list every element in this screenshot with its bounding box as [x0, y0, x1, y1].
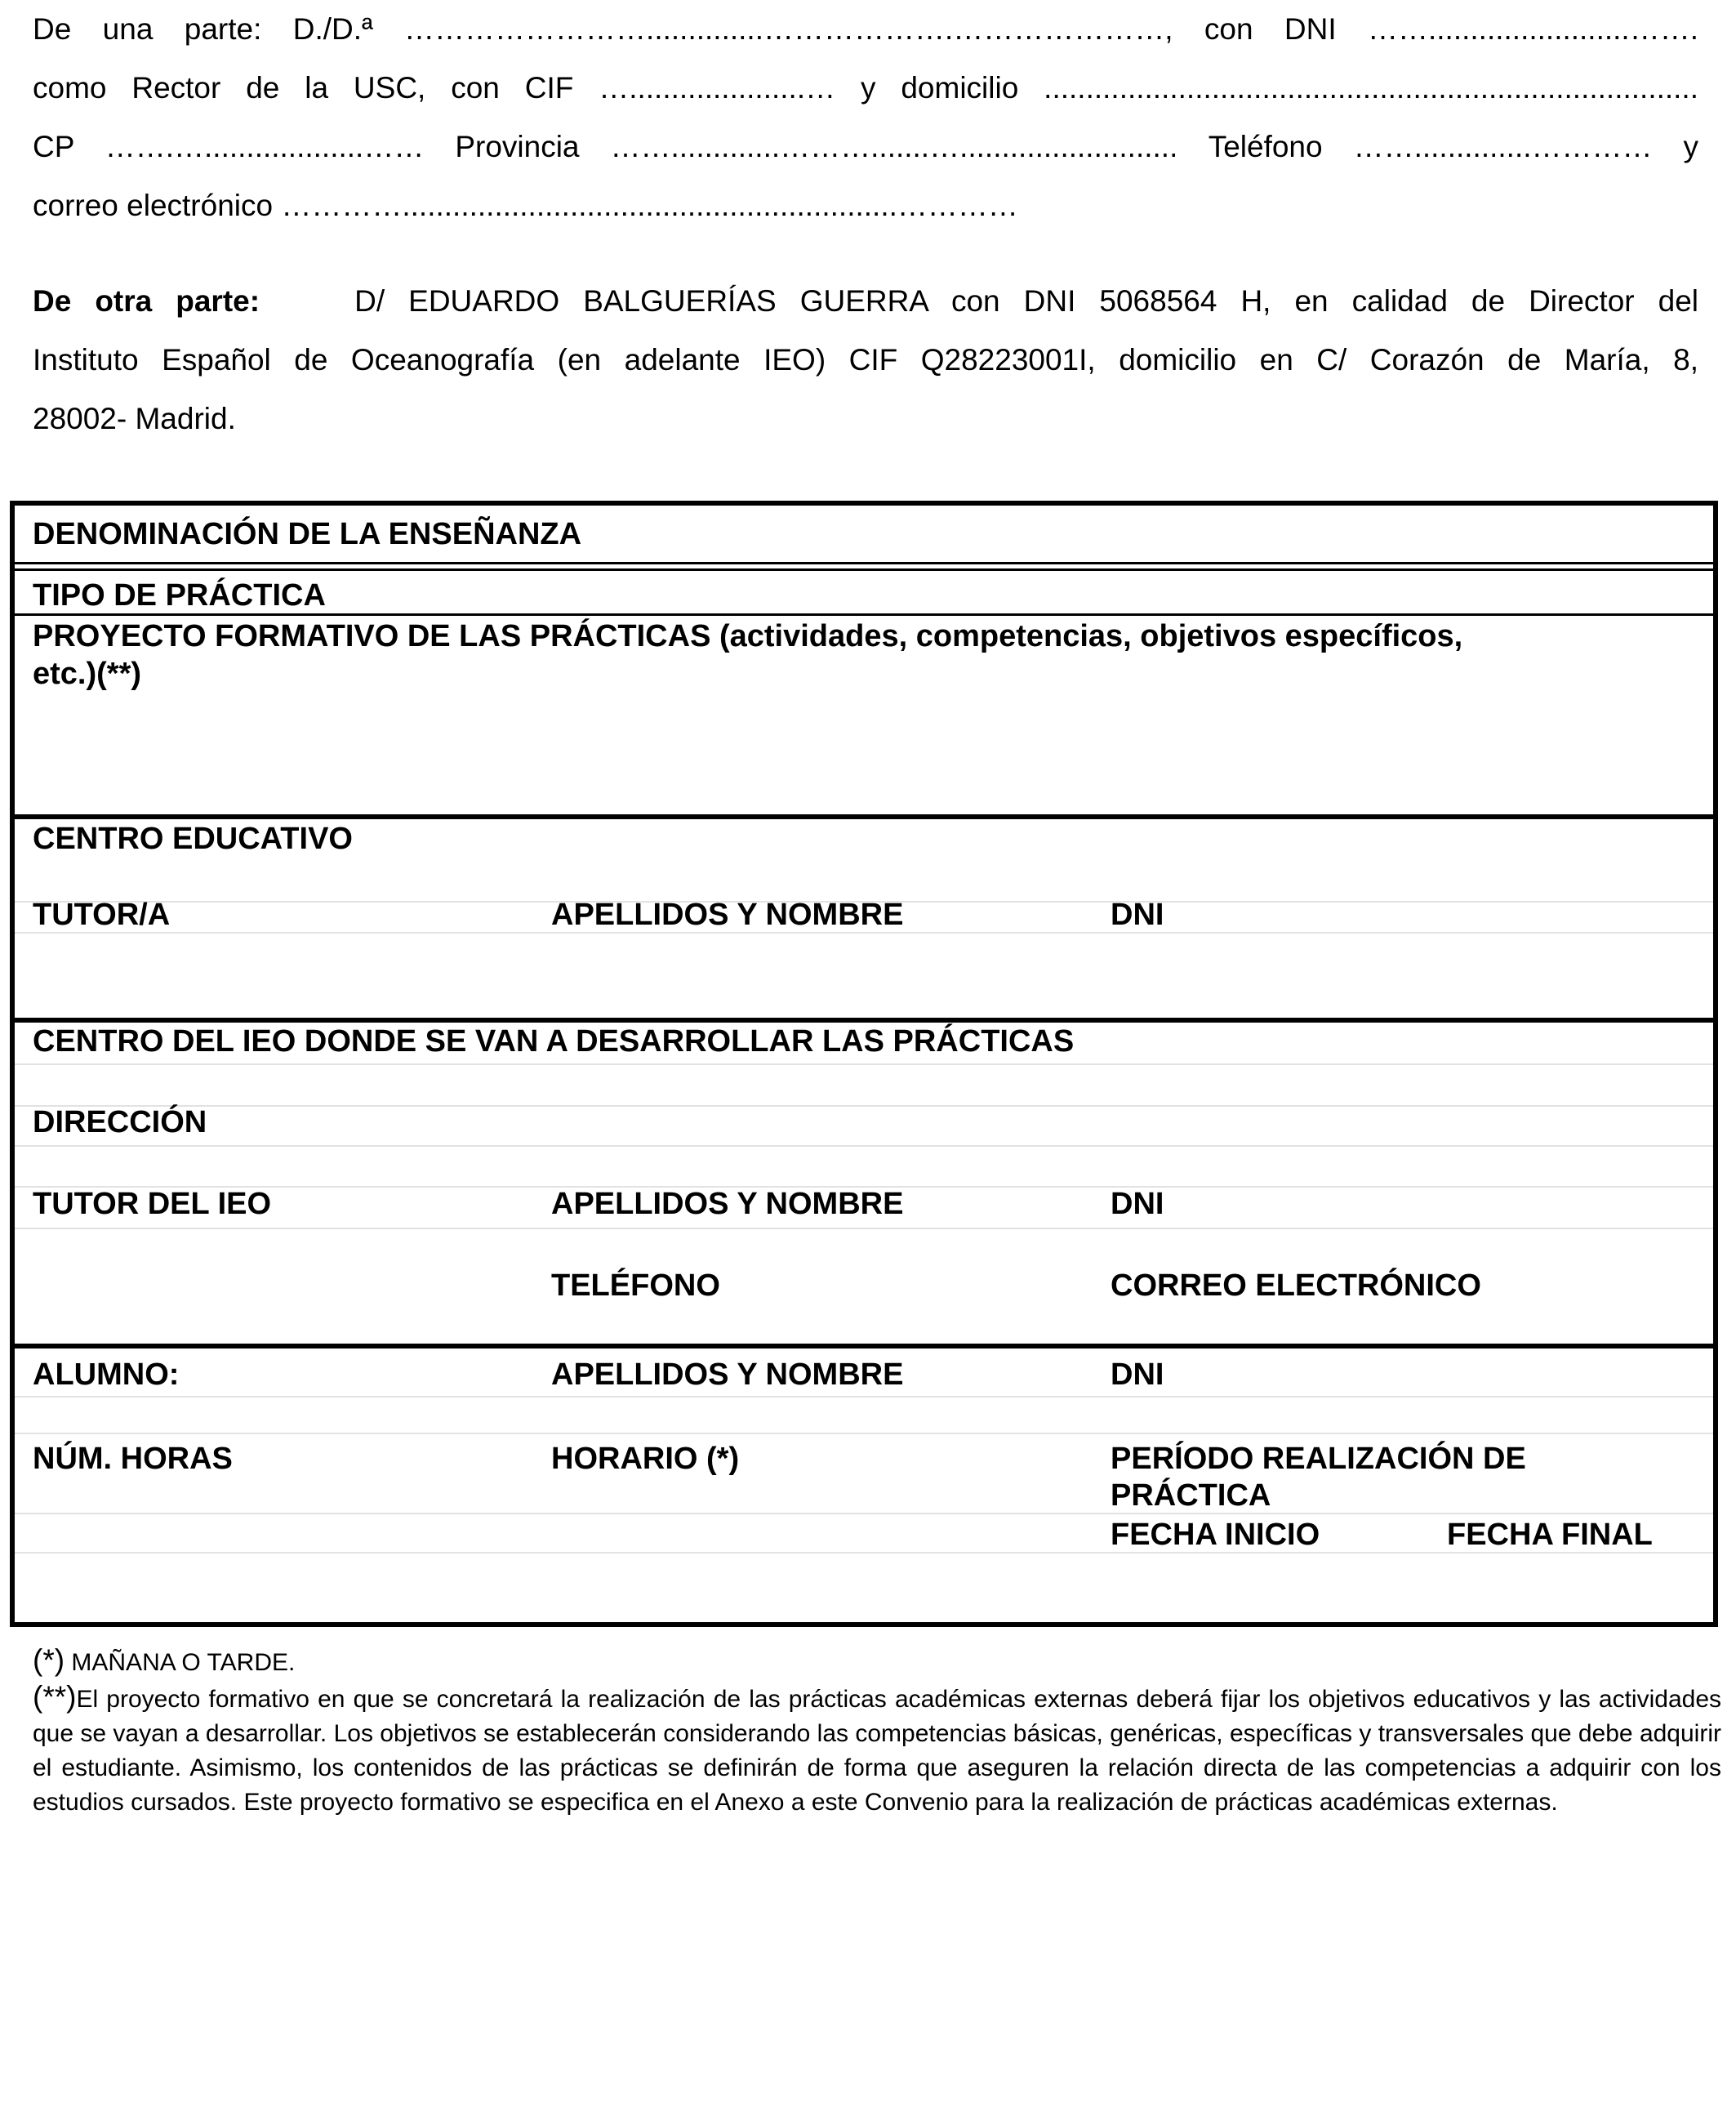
other-party-paragraph: [33, 272, 1698, 448]
footnote-1: [33, 1643, 1721, 1680]
periodo-label-line-1: PERÍODO REALIZACIÓN DE: [1111, 1442, 1526, 1476]
row-divider: [15, 562, 1713, 564]
row-divider: [15, 1063, 1713, 1065]
direccion-label: DIRECCIÓN: [33, 1105, 207, 1139]
footnote-2-text: El proyecto formativo en que se concretará la realización de las prácticas académicas externas deberá fijar los objetivos educativos y las actividades que se vayan a desarrollar. Los objetivos se establecerán considerando las competencias básicas, genéricas, específicas y transversales que debe adquirir el estudiante. Asimismo, los contenidos de las prácticas se definirán de forma que aseguren la relación directa de las competencias a adquirir con los estudios cursados. Este proyecto formativo se especifica en el Anexo a este Convenio para la realización de prácticas académicas externas.: [33, 1686, 1721, 1816]
intro-paragraph: [33, 0, 1698, 235]
num-horas-label: NÚM. HORAS: [33, 1442, 233, 1476]
row-divider: [15, 1513, 1713, 1514]
row-divider: [15, 1105, 1713, 1107]
row-divider: [15, 1145, 1713, 1147]
row-divider: [15, 1433, 1713, 1434]
section-divider: [15, 1344, 1713, 1348]
other-party-label: De otra parte:: [33, 284, 260, 318]
footnote-1-mark: (*): [33, 1643, 65, 1677]
intro-line-2: como Rector de la USC, con CIF ….....................… y domicilio ..............................................................................: [33, 71, 1698, 105]
section-divider: [15, 814, 1713, 819]
other-party-line-2: Instituto Español de Oceanografía (en adelante IEO) CIF Q28223001I, domicilio en C/ Corazón de María, 8,: [33, 343, 1698, 377]
dni-ieo-label: DNI: [1111, 1187, 1164, 1221]
centro-ieo-label: CENTRO DEL IEO DONDE SE VAN A DESARROLLAR LAS PRÁCTICAS: [33, 1024, 1075, 1059]
apellidos-nombre-ieo-label: APELLIDOS Y NOMBRE: [551, 1187, 904, 1221]
centro-educativo-label: CENTRO EDUCATIVO: [33, 822, 353, 856]
correo-label: CORREO ELECTRÓNICO: [1111, 1268, 1481, 1303]
proyecto-label-line-2: etc.)(**): [33, 657, 142, 691]
tutor-ieo-label: TUTOR DEL IEO: [33, 1187, 272, 1221]
row-divider: [15, 1396, 1713, 1398]
dni-tutor-label: DNI: [1111, 898, 1164, 932]
proyecto-label-line-1: PROYECTO FORMATIVO DE LAS PRÁCTICAS (actividades, competencias, objetivos específicos,: [33, 619, 1463, 653]
fecha-final-label: FECHA FINAL: [1447, 1518, 1653, 1552]
other-party-text-1: D/ EDUARDO BALGUERÍAS GUERRA con DNI 5068564 H, en calidad de Director del: [354, 284, 1699, 318]
row-divider: [15, 568, 1713, 571]
dni-alumno-label: DNI: [1111, 1357, 1164, 1392]
footnotes: [33, 1643, 1721, 1820]
intro-line-4: correo electrónico …………...........................................................…………: [33, 189, 1018, 222]
other-party-line-3: 28002- Madrid.: [33, 402, 236, 435]
horario-label: HORARIO (*): [551, 1442, 740, 1476]
telefono-label: TELÉFONO: [551, 1268, 720, 1303]
tipo-practica-label: TIPO DE PRÁCTICA: [33, 578, 326, 613]
intro-line-1: De una parte: D./D.ª ……………………..............……………….…………………, con DNI ……........................…….: [33, 12, 1698, 46]
internship-form-table: [10, 501, 1718, 1627]
apellidos-nombre-tutor-label: APELLIDOS Y NOMBRE: [551, 898, 904, 932]
footnote-2: [33, 1680, 1721, 1820]
fecha-inicio-label: FECHA INICIO: [1111, 1518, 1320, 1552]
row-divider: [15, 1228, 1713, 1229]
periodo-label-line-2: PRÁCTICA: [1111, 1478, 1271, 1513]
other-party-line-1: [33, 272, 1698, 331]
intro-line-3: CP …….…...................…… Provincia …….............……….......….......................... Teléfono ……..............………… y: [33, 130, 1698, 163]
footnote-2-mark: (**): [33, 1680, 77, 1714]
footnote-1-text: MAÑANA O TARDE.: [71, 1649, 296, 1676]
alumno-label: ALUMNO:: [33, 1357, 180, 1392]
denominacion-label: DENOMINACIÓN DE LA ENSEÑANZA: [33, 517, 582, 551]
tutor-a-label: TUTOR/A: [33, 898, 171, 932]
apellidos-nombre-alumno-label: APELLIDOS Y NOMBRE: [551, 1357, 904, 1392]
